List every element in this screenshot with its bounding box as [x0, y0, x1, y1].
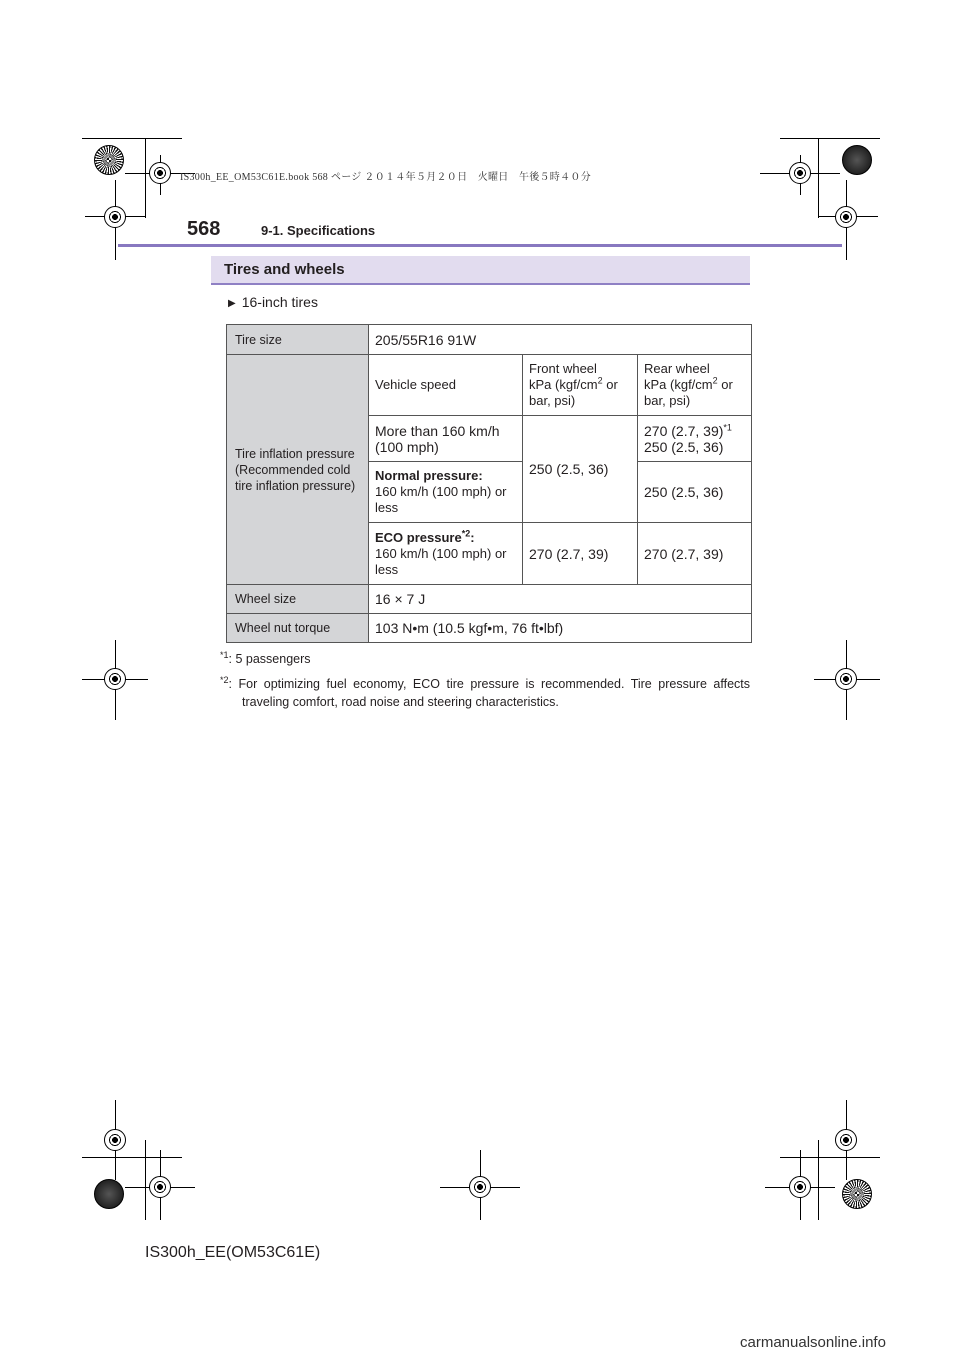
- section-title: Tires and wheels: [224, 261, 345, 278]
- crosshair-target-icon: [149, 1176, 171, 1198]
- section-heading: 9-1. Specifications: [261, 223, 376, 238]
- crosshair-target-icon: [835, 1129, 857, 1151]
- footnote-2: $^{*2}$: For optimizing fuel economy, ECO tire pressure is recommended. Tire pressure affects traveling comfort, road noise and steering characteristics.: [220, 674, 750, 709]
- table-row: [227, 585, 752, 614]
- table-row: [227, 325, 752, 355]
- crosshair-target-icon: [104, 668, 126, 690]
- footnote-marker: *2: [220, 674, 229, 685]
- row2-speed: Normal pressure: 160 km/h (100 mph) or less: [369, 462, 523, 523]
- crosshair-target-icon: [104, 206, 126, 228]
- row1-rear: 270 (2.7, 39)$^{*1}$ 250 (2.5, 36): [638, 416, 752, 462]
- subheading: [228, 294, 318, 310]
- header-rule: [118, 244, 842, 247]
- col-front-wheel: Front wheel kPa ($kgf/cm^2$ or bar, psi): [523, 355, 638, 416]
- col-rear-wheel: Rear wheel kPa ($kgf/cm^2$ or bar, psi): [638, 355, 752, 416]
- row1-speed: More than 160 km/h (100 mph): [369, 416, 523, 462]
- footer-code: IS300h_EE(OM53C61E): [145, 1244, 321, 1261]
- page-number: 568: [187, 218, 221, 240]
- row3-rear: 270 (2.7, 39): [638, 523, 752, 585]
- crosshair-target-icon: [789, 1176, 811, 1198]
- row3-front: 270 (2.7, 39): [523, 523, 638, 585]
- crosshair-target-icon: [835, 206, 857, 228]
- front-shared-value: 250 (2.5, 36): [523, 416, 638, 523]
- subheading-text: 16-inch tires: [241, 294, 318, 310]
- wheel-size-value: 16 × 7 J: [369, 585, 752, 614]
- tire-spec-table: [226, 324, 752, 643]
- watermark: carmanualsonline.info: [740, 1334, 886, 1351]
- crosshair-target-icon: [104, 1129, 126, 1151]
- footnote-marker: *1: [220, 649, 229, 660]
- torque-value: 103 N•m (10.5 kgf•m, 76 ft•lbf): [369, 614, 752, 643]
- triangle-bullet-icon: ▶: [228, 298, 236, 309]
- registration-dark-disc-icon: [94, 1179, 124, 1209]
- registration-wheel-icon: [94, 145, 124, 175]
- tire-size-value: 205/55R16 91W: [369, 325, 752, 355]
- section-title-bar: [211, 256, 750, 285]
- crosshair-target-icon: [469, 1176, 491, 1198]
- crop-header-text: IS300h_EE_OM53C61E.book 568 ページ ２０１４年５月２０日 火曜日 午後５時４０分: [180, 172, 591, 183]
- table-row: [227, 355, 752, 416]
- crosshair-target-icon: [789, 162, 811, 184]
- row3-speed: ECO pressure$^{*2}$: 160 km/h (100 mph) or less: [369, 523, 523, 585]
- crosshair-target-icon: [149, 162, 171, 184]
- wheel-size-label: Wheel size: [227, 585, 369, 614]
- registration-dark-disc-icon: [842, 145, 872, 175]
- tire-size-label: Tire size: [227, 325, 369, 355]
- inflation-label: Tire inflation pressure (Recommended cold tire inflation pressure): [227, 355, 369, 585]
- row2-rear: 250 (2.5, 36): [638, 462, 752, 523]
- registration-wheel-icon: [842, 1179, 872, 1209]
- col-vehicle-speed: Vehicle speed: [369, 355, 523, 416]
- footnote-1: $^{*1}$: 5 passengers: [220, 649, 311, 666]
- table-row: [227, 614, 752, 643]
- crosshair-target-icon: [835, 668, 857, 690]
- torque-label: Wheel nut torque: [227, 614, 369, 643]
